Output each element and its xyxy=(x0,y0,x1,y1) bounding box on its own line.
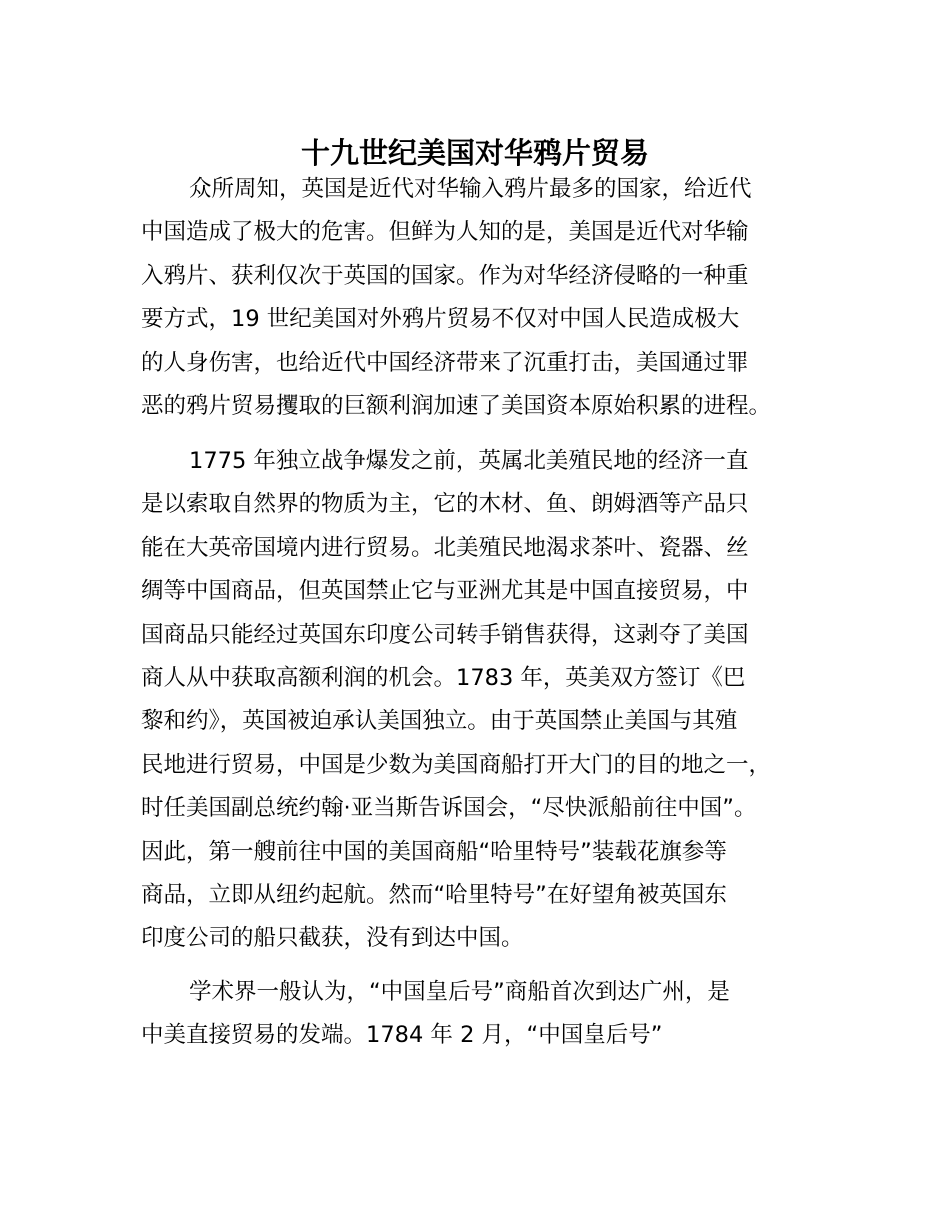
paragraph-line: 民地进行贸易，中国是少数为美国商船打开大门的目的地之一， xyxy=(141,751,772,778)
paragraph-line: 商人从中获取高额利润的机会。1783 年，英美双方签订《巴 xyxy=(141,664,746,691)
paragraph-line: 印度公司的船只截获，没有到达中国。 xyxy=(141,925,524,952)
paragraph-line: 黎和约》，英国被迫承认美国独立。由于英国禁止美国与其殖 xyxy=(141,708,738,735)
paragraph-2 xyxy=(141,440,841,961)
paragraph-line: 中国造成了极大的危害。但鲜为人知的是，美国是近代对华输 xyxy=(141,219,749,246)
paragraph-line: 因此，第一艘前往中国的美国商船“哈里特号”装载花旗参等 xyxy=(141,838,727,865)
paragraph-line: 的人身伤害，也给近代中国经济带来了沉重打击，美国通过罪 xyxy=(141,349,749,376)
paragraph-line: 恶的鸦片贸易攫取的巨额利润加速了美国资本原始积累的进程。 xyxy=(141,392,772,419)
paragraph-line: 学术界一般认为，“中国皇后号”商船首次到达广州，是 xyxy=(189,979,730,1005)
paragraph-line: 入鸦片、获利仅次于英国的国家。作为对华经济侵略的一种重 xyxy=(141,262,749,289)
paragraph-1 xyxy=(141,168,841,428)
paragraph-line: 国商品只能经过英国东印度公司转手销售获得，这剥夺了美国 xyxy=(141,621,749,648)
paragraph-line: 能在大英帝国境内进行贸易。北美殖民地渴求茶叶、瓷器、丝 xyxy=(141,534,749,561)
document-title: 十九世纪美国对华鸦片贸易 xyxy=(300,136,649,171)
paragraph-line: 众所周知，英国是近代对华输入鸦片最多的国家，给近代 xyxy=(189,176,752,202)
paragraph-line: 是以索取自然界的物质为主，它的木材、鱼、朗姆酒等产品只 xyxy=(141,491,749,518)
paragraph-3 xyxy=(141,971,841,1058)
paragraph-line: 要方式，19 世纪美国对外鸦片贸易不仅对中国人民造成极大 xyxy=(141,306,740,333)
paragraph-line: 商品，立即从纽约起航。然而“哈里特号”在好望角被英国东 xyxy=(141,881,727,908)
paragraph-line: 中美直接贸易的发端。1784 年 2 月，“中国皇后号” xyxy=(141,1022,663,1049)
paragraph-line: 时任美国副总统约翰·亚当斯告诉国会，“尽快派船前往中国”。 xyxy=(141,795,757,822)
paragraph-line: 绸等中国商品，但英国禁止它与亚洲尤其是中国直接贸易，中 xyxy=(141,578,749,605)
paragraph-line: 1775 年独立战争爆发之前，英属北美殖民地的经济一直 xyxy=(189,448,749,474)
